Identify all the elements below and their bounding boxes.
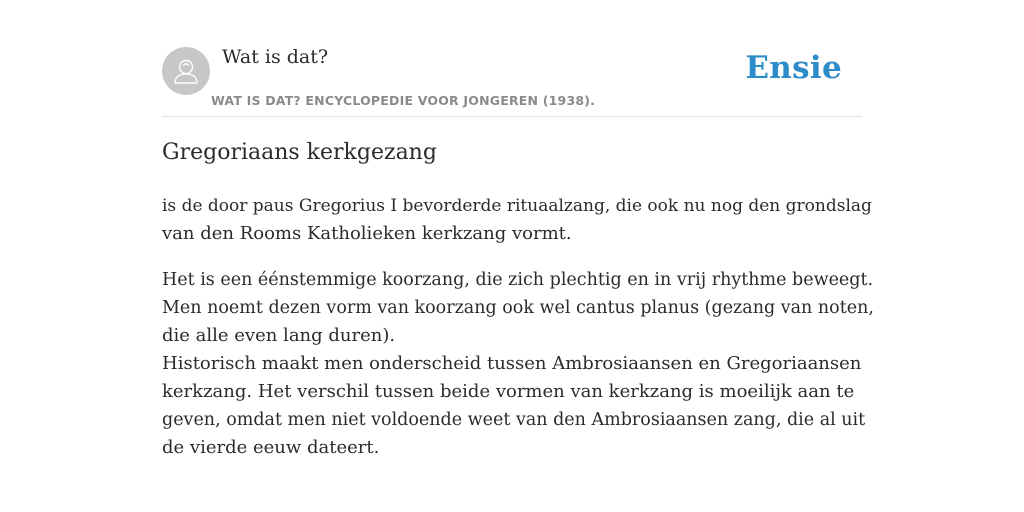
text-line: Historisch maakt men onderscheid tussen Ambrosiaansen en Gregoriaansen [162, 353, 862, 374]
brand-logo[interactable]: Ensie [745, 50, 842, 86]
source-subtitle[interactable]: WAT IS DAT? ENCYCLOPEDIE VOOR JONGEREN (1938). [211, 93, 596, 108]
text-line: die alle even lang duren). [162, 325, 396, 346]
entry-container [162, 0, 874, 458]
text-line: Men noemt dezen vorm van koorzang ook wel cantus planus (gezang van noten, [162, 298, 874, 318]
page-title: Gregoriaans kerkgezang [162, 140, 437, 165]
source-title[interactable]: Wat is dat? [222, 46, 329, 68]
paragraph [162, 266, 874, 462]
entry-body [162, 192, 874, 480]
text-line: Het is een éénstemmige koorzang, die zich plechtig en in vrij rhythme beweegt. [162, 270, 874, 290]
text-line: geven, omdat men niet voldoende weet van den Ambrosiaansen zang, die al uit [162, 410, 866, 430]
paragraph [162, 192, 874, 248]
text-line: de vierde eeuw dateert. [162, 437, 380, 458]
text-line: is de door paus Gregorius I bevorderde rituaalzang, die ook nu nog den grondslag [162, 196, 872, 216]
entry-header [162, 0, 862, 117]
text-line: van den Rooms Katholieken kerkzang vormt. [162, 223, 572, 244]
text-line: kerkzang. Het verschil tussen beide vormen van kerkzang is moeilijk aan te [162, 381, 855, 402]
user-icon[interactable] [162, 47, 210, 95]
